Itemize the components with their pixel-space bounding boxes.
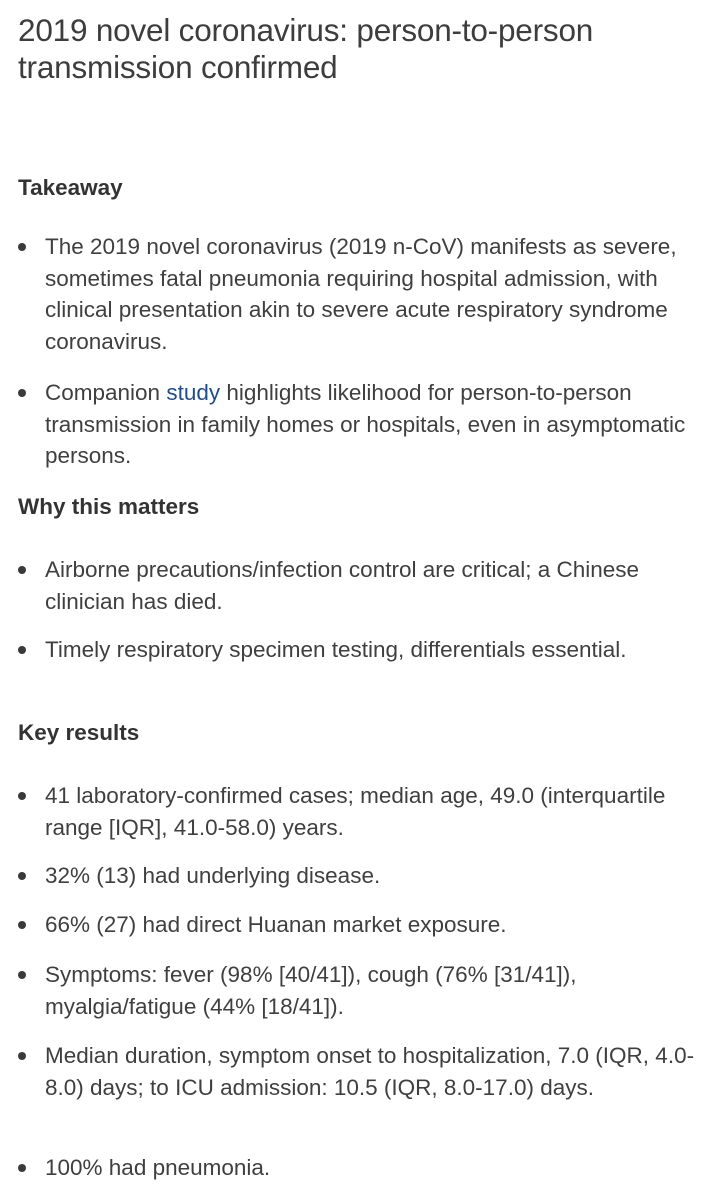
bullet-item: The 2019 novel coronavirus (2019 n-CoV) manifests as severe, sometimes fatal pneumonia requiring hospital admission, with clinical presentation akin to severe acute respiratory syndrome coronavirus. bbox=[45, 231, 710, 357]
section-heading-why-this-matters: Why this matters bbox=[18, 494, 200, 519]
bullet-item: Timely respiratory specimen testing, differentials essential. bbox=[45, 634, 710, 666]
bullet-item: 32% (13) had underlying disease. bbox=[45, 860, 710, 892]
bullet-text: Companion bbox=[45, 380, 167, 405]
bullet-item: Symptoms: fever (98% [40/41]), cough (76% [31/41]), myalgia/fatigue (44% [18/41]). bbox=[45, 959, 710, 1022]
bullet-item: 41 laboratory-confirmed cases; median age, 49.0 (interquartile range [IQR], 41.0-58.0) years. bbox=[45, 780, 710, 843]
section-heading-takeaway: Takeaway bbox=[18, 175, 123, 200]
article-title: 2019 novel coronavirus: person-to-person transmission confirmed bbox=[18, 12, 594, 85]
study-link[interactable]: study bbox=[166, 380, 221, 405]
bullet-item: Airborne precautions/infection control are critical; a Chinese clinician has died. bbox=[45, 554, 710, 617]
bullet-item-companion-study bbox=[45, 377, 710, 472]
bullet-item: 66% (27) had direct Huanan market exposure. bbox=[45, 909, 710, 941]
bullet-item: 100% had pneumonia. bbox=[45, 1152, 710, 1184]
bullet-text: highlights likelihood for person-to-person transmission in family homes or hospitals, even in asymptomatic persons. bbox=[45, 380, 686, 468]
section-heading-key-results: Key results bbox=[18, 720, 140, 745]
bullet-item: Median duration, symptom onset to hospitalization, 7.0 (IQR, 4.0-8.0) days; to ICU admission: 10.5 (IQR, 8.0-17.0) days. bbox=[45, 1040, 710, 1103]
